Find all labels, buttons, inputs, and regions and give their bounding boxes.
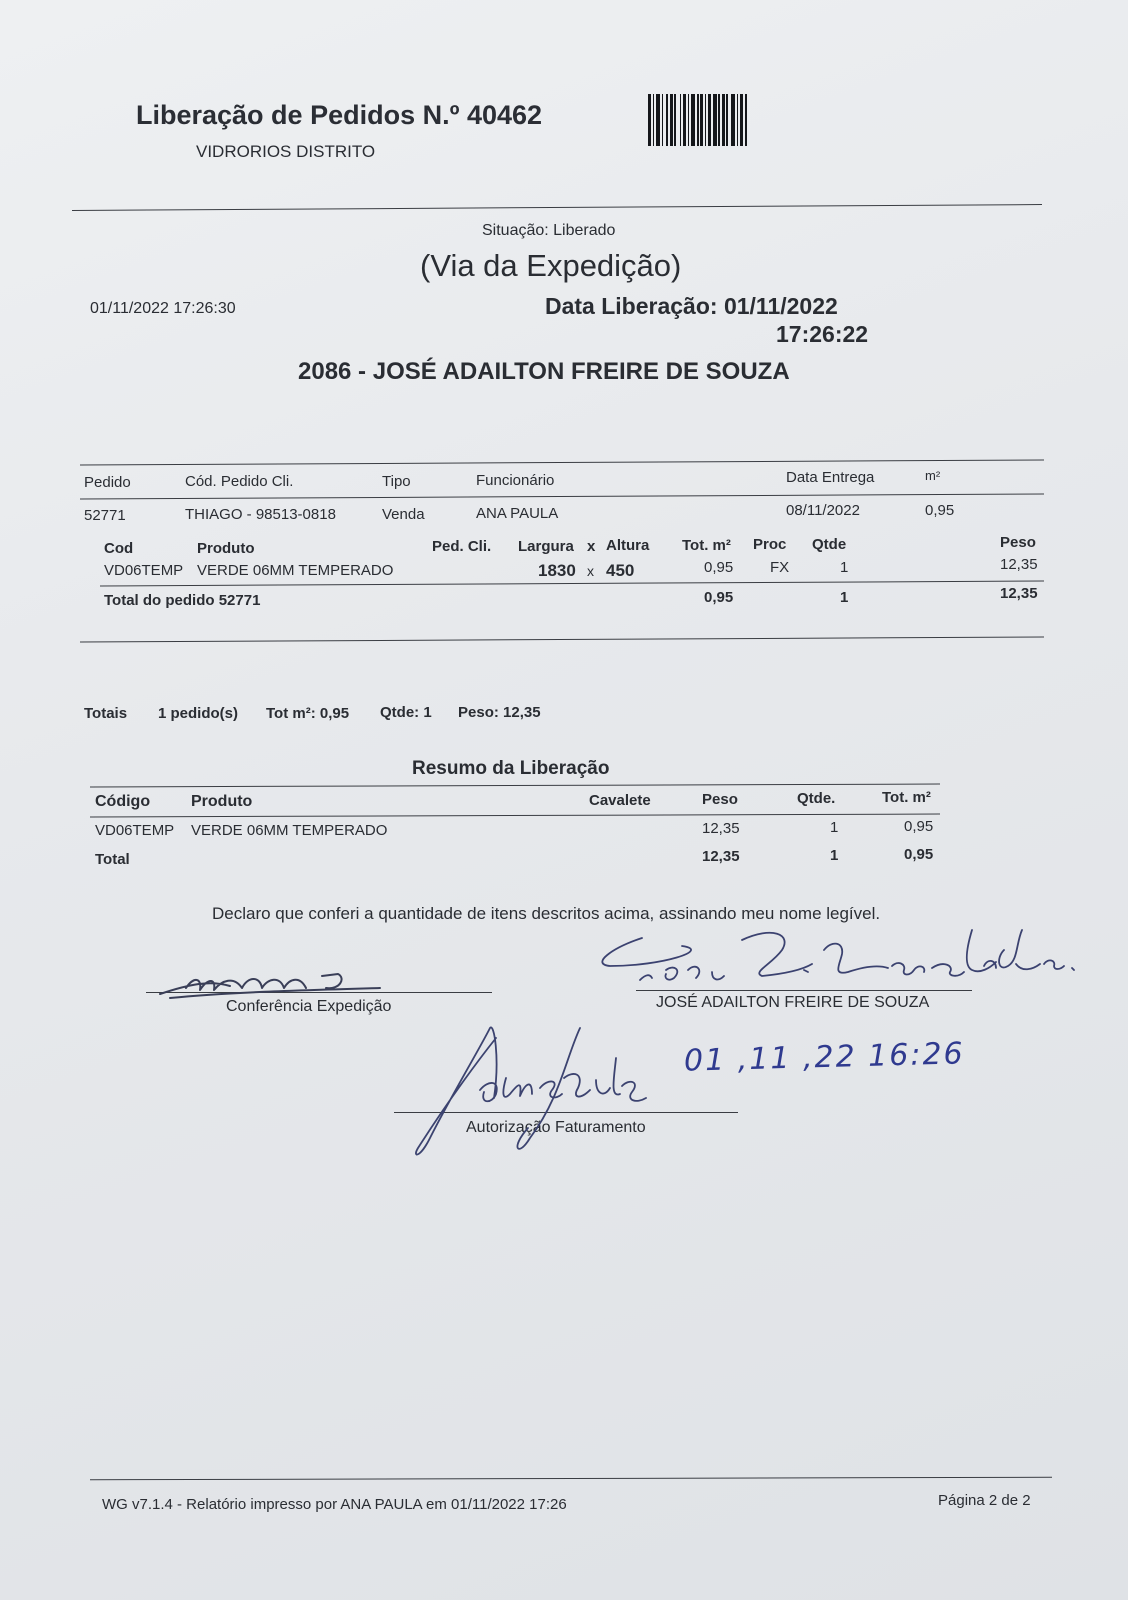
order-table-bottom-line (80, 636, 1044, 642)
footer-divider (90, 1477, 1052, 1481)
summary-qtde: 1 (830, 819, 839, 836)
order-total-qtde: 1 (840, 589, 849, 606)
totals-m2: Tot m²: 0,95 (266, 705, 350, 722)
summary-header-codigo: Código (95, 793, 151, 810)
summary-product: VERDE 06MM TEMPERADO (191, 822, 388, 839)
footer-printed-by: WG v7.1.4 - Relatório impresso por ANA PAULA em 01/11/2022 17:26 (102, 1496, 567, 1513)
declaration-text: Declaro que conferi a quantidade de itens descritos acima, assinando meu nome legível. (212, 904, 881, 923)
autorizacao-label: Autorização Faturamento (466, 1119, 646, 1136)
order-delivery-date: 08/11/2022 (786, 502, 860, 519)
item-height: 450 (606, 561, 635, 580)
item-proc: FX (770, 559, 790, 576)
handwritten-date: 01 ,11 ,22 16:26 (683, 1036, 966, 1079)
summary-header-cavalete: Cavalete (589, 792, 651, 809)
col-header-data-entrega: Data Entrega (786, 469, 875, 486)
col-header-pedido: Pedido (84, 474, 131, 491)
status-text: Situação: Liberado (482, 222, 616, 239)
client-signature-label: JOSÉ ADAILTON FREIRE DE SOUZA (656, 994, 930, 1011)
summary-header-line (90, 814, 940, 818)
company-name: VIDRORIOS DISTRITO (196, 142, 376, 161)
footer-page-number: Página 2 de 2 (938, 1492, 1031, 1509)
order-table-top-line (80, 459, 1044, 465)
col-header-funcionario: Funcionário (476, 472, 555, 489)
item-peso: 12,35 (1000, 556, 1038, 573)
item-qtde: 1 (840, 559, 849, 576)
item-width: 1830 (538, 561, 576, 580)
summary-title: Resumo da Liberação (412, 758, 610, 779)
summary-top-line (90, 784, 940, 788)
item-header-produto: Produto (197, 540, 255, 557)
item-header-largura: Largura (518, 538, 574, 555)
item-header-ped-cli: Ped. Cli. (432, 538, 492, 555)
item-x: x (587, 563, 594, 579)
totals-peso: Peso: 12,35 (458, 704, 541, 721)
summary-header-tot-m2: Tot. m² (882, 789, 931, 806)
order-total-m2: 0,95 (704, 589, 734, 606)
conferencia-label: Conferência Expedição (226, 998, 392, 1015)
summary-code: VD06TEMP (95, 822, 175, 839)
summary-header-peso: Peso (702, 791, 738, 808)
order-m2: 0,95 (925, 502, 955, 519)
col-header-tipo: Tipo (382, 473, 411, 490)
document-title: Liberação de Pedidos N.º 40462 (136, 100, 543, 130)
release-date: Data Liberação: 01/11/2022 (545, 293, 838, 319)
totals-pedidos: 1 pedido(s) (158, 705, 239, 722)
item-tot-m2: 0,95 (704, 559, 734, 576)
col-header-m2: m² (925, 468, 941, 483)
item-header-x: x (587, 538, 596, 555)
order-client-code: THIAGO - 98513-0818 (185, 506, 336, 523)
summary-total-label: Total (95, 851, 130, 868)
item-code: VD06TEMP (104, 562, 184, 579)
summary-header-produto: Produto (191, 793, 253, 810)
item-header-qtde: Qtde (812, 536, 847, 553)
header-divider (72, 204, 1042, 211)
order-total-label: Total do pedido 52771 (104, 592, 261, 609)
summary-header-qtde: Qtde. (797, 790, 836, 807)
summary-total-qtde: 1 (830, 847, 839, 864)
release-time: 17:26:22 (776, 321, 869, 347)
order-type: Venda (382, 506, 425, 523)
order-employee: ANA PAULA (476, 505, 559, 522)
summary-peso: 12,35 (702, 820, 740, 837)
col-header-cod-cli: Cód. Pedido Cli. (185, 473, 294, 490)
item-header-peso: Peso (1000, 534, 1036, 551)
item-header-altura: Altura (606, 537, 650, 554)
item-header-cod: Cod (104, 540, 134, 557)
client-name: 2086 - JOSÉ ADAILTON FREIRE DE SOUZA (298, 358, 790, 385)
conferencia-signature (150, 962, 400, 1002)
autorizacao-signature (410, 1018, 670, 1168)
client-signature (592, 920, 1092, 1000)
order-number: 52771 (84, 507, 126, 524)
printed-datetime: 01/11/2022 17:26:30 (90, 300, 236, 317)
order-total-peso: 12,35 (1000, 585, 1038, 602)
summary-total-peso: 12,35 (702, 848, 740, 865)
order-total-line (100, 581, 1044, 587)
summary-total-tot-m2: 0,95 (904, 846, 934, 863)
order-header-line (80, 493, 1044, 499)
item-product: VERDE 06MM TEMPERADO (197, 562, 394, 579)
item-header-tot-m2: Tot. m² (682, 537, 731, 554)
via-label: (Via da Expedição) (420, 248, 682, 283)
item-header-proc: Proc (753, 536, 787, 553)
totals-qtde: Qtde: 1 (380, 704, 432, 721)
summary-tot-m2: 0,95 (904, 818, 934, 835)
totals-label: Totais (84, 705, 128, 722)
barcode-image (648, 94, 818, 146)
